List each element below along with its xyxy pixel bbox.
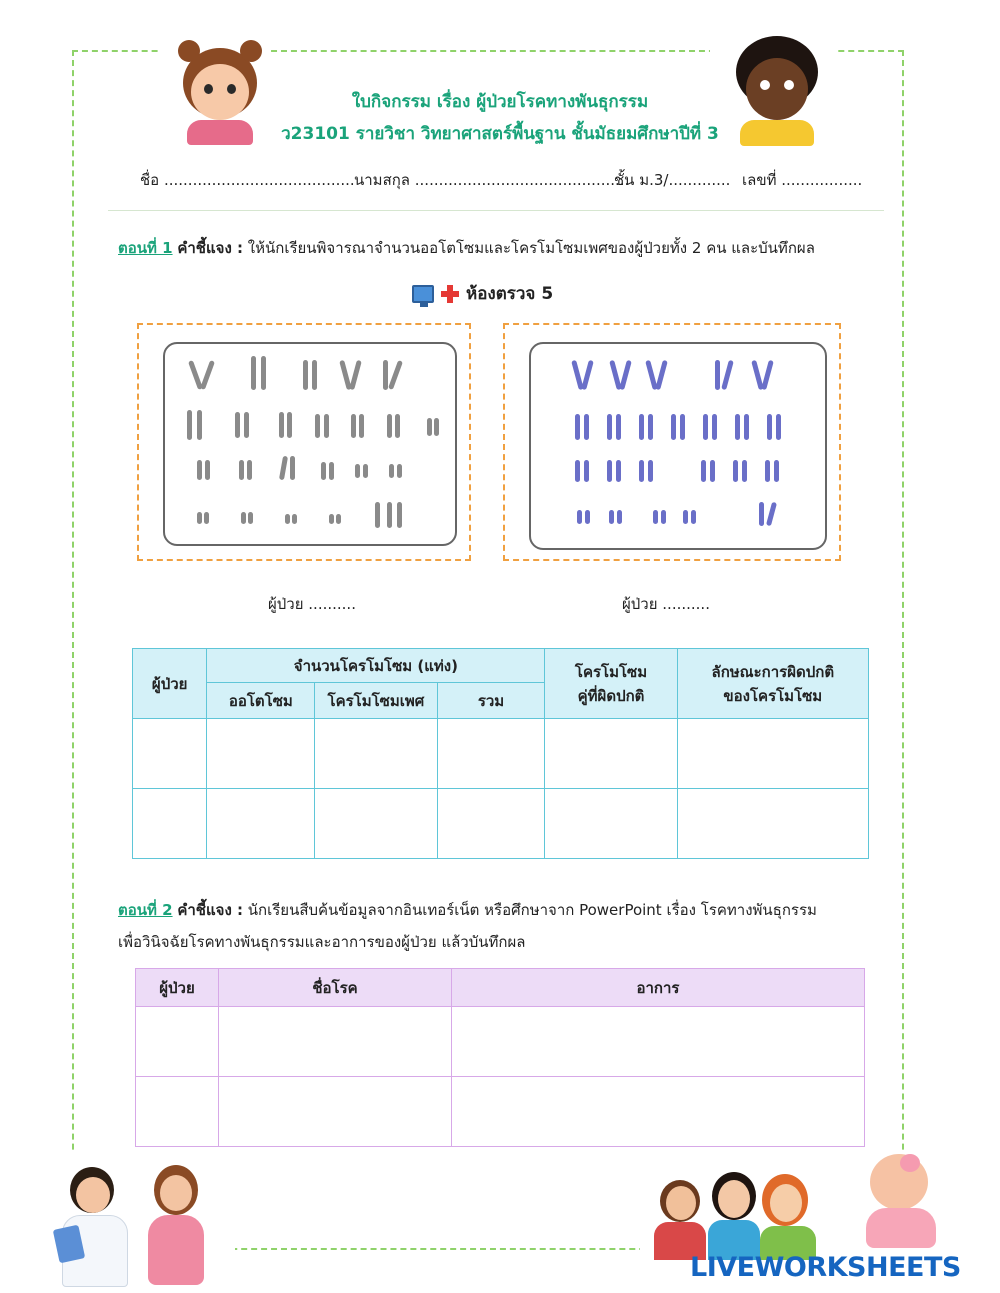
karyotype-panel-right [503, 323, 841, 561]
table-cell-input[interactable] [136, 1077, 219, 1147]
table-row [133, 719, 869, 789]
table-cell-input[interactable] [545, 719, 677, 789]
table-header-count-group: จำนวนโครโมโซม (แท่ง) [207, 649, 545, 683]
table-header-patient: ผู้ป่วย [136, 969, 219, 1007]
table-cell-input[interactable] [219, 1007, 452, 1077]
table-cell-input[interactable] [677, 719, 868, 789]
karyotype-panel-left [137, 323, 471, 561]
disease-diagnosis-table [135, 968, 865, 1147]
baby-illustration [860, 1150, 945, 1250]
header-line: ของโครโมโซม [723, 686, 823, 705]
instruction-label: คำชี้แจง : [177, 239, 243, 257]
part1-instruction-text: ให้นักเรียนพิจารณาจำนวนออโตโซมและโครโมโซมเพศของผู้ป่วยทั้ง 2 คน และบันทึกผล [247, 239, 815, 257]
table-header-disease-name: ชื่อโรค [219, 969, 452, 1007]
table-cell-input[interactable] [133, 789, 207, 859]
table-header-symptoms: อาการ [452, 969, 865, 1007]
doctor-illustration [52, 1165, 138, 1285]
pregnant-woman-illustration [140, 1165, 212, 1285]
table-header-patient: ผู้ป่วย [133, 649, 207, 719]
header-line: คู่ที่ผิดปกติ [577, 686, 645, 705]
patient-right-label[interactable]: ผู้ป่วย .......... [622, 595, 710, 613]
kids-group-illustration [650, 1170, 830, 1260]
red-cross-icon [440, 284, 460, 304]
table-cell-input[interactable] [136, 1007, 219, 1077]
table-cell-input[interactable] [133, 719, 207, 789]
table-row [136, 1077, 865, 1147]
part2-instruction-text: นักเรียนสืบค้นข้อมูลจากอินเทอร์เน็ต หรือศึกษาจาก PowerPoint เรื่อง โรคทางพันธุกรรม [247, 901, 817, 919]
chromosome-count-table [132, 648, 869, 859]
karyotype-image-left [163, 342, 457, 546]
part2-label: ตอนที่ 2 [118, 901, 173, 919]
table-cell-input[interactable] [452, 1007, 865, 1077]
table-cell-input[interactable] [219, 1077, 452, 1147]
table-cell-input[interactable] [452, 1077, 865, 1147]
table-row [133, 789, 869, 859]
karyotype-image-right [529, 342, 827, 550]
table-header-total: รวม [437, 683, 545, 719]
student-surname-field[interactable]: นามสกุล ............................................. [354, 171, 630, 189]
student-number-field[interactable]: เลขที่ ................. [742, 171, 863, 189]
header-line: ลักษณะการผิดปกติ [711, 662, 835, 681]
table-header-abnormal-feature [677, 649, 868, 719]
exam-room-heading [412, 280, 553, 307]
part1-instruction [118, 236, 815, 260]
header-line: โครโมโซม [574, 662, 648, 681]
table-cell-input[interactable] [545, 789, 677, 859]
part2-instruction-line2: เพื่อวินิจฉัยโรคทางพันธุกรรมและอาการของผู้ป่วย แล้วบันทึกผล [118, 933, 526, 951]
table-cell-input[interactable] [207, 789, 315, 859]
liveworksheets-logo [690, 1252, 961, 1283]
worksheet-title: ใบกิจกรรม เรื่อง ผู้ป่วยโรคทางพันธุกรรม [351, 92, 649, 112]
table-cell-input[interactable] [315, 789, 437, 859]
logo-text: LIVEWORKSHEETS [690, 1252, 961, 1283]
monitor-icon [412, 285, 434, 303]
part1-label: ตอนที่ 1 [118, 239, 173, 257]
exam-room-label: ห้องตรวจ 5 [466, 284, 554, 304]
table-cell-input[interactable] [437, 789, 545, 859]
table-cell-input[interactable] [437, 719, 545, 789]
divider [108, 210, 884, 211]
student-name-field[interactable]: ชื่อ ........................................ [140, 171, 355, 189]
instruction-label: คำชี้แจง : [177, 901, 243, 919]
table-header-autosome: ออโตโซม [207, 683, 315, 719]
table-row [136, 1007, 865, 1077]
table-cell-input[interactable] [677, 789, 868, 859]
table-cell-input[interactable] [315, 719, 437, 789]
table-header-abnormal-pair [545, 649, 677, 719]
worksheet-subtitle: ว23101 รายวิชา วิทยาศาสตร์พื้นฐาน ชั้นมัธยมศึกษาปีที่ 3 [281, 124, 719, 144]
table-header-sex-chromosome: โครโมโซมเพศ [315, 683, 437, 719]
part2-instruction [118, 898, 817, 922]
patient-left-label[interactable]: ผู้ป่วย .......... [268, 595, 356, 613]
student-class-field[interactable]: ชั้น ม.3/............. [614, 171, 731, 189]
table-cell-input[interactable] [207, 719, 315, 789]
